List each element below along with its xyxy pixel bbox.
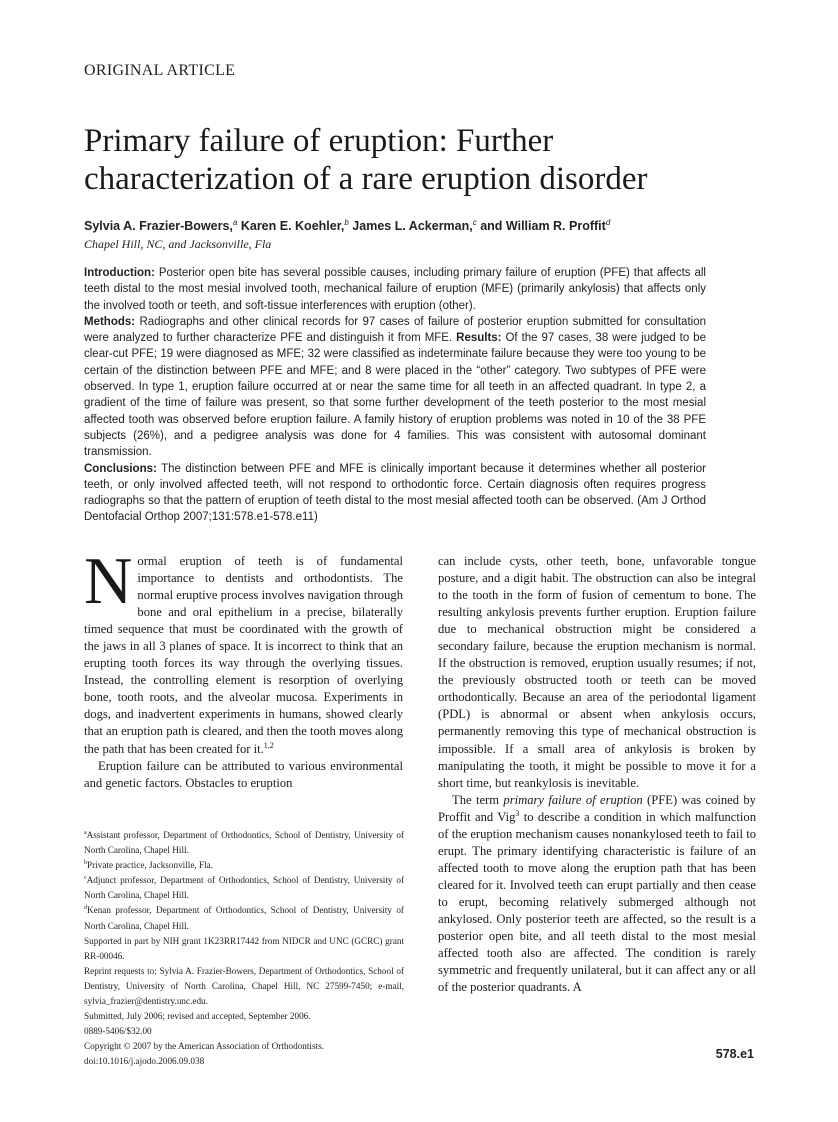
abstract-results-text: Of the 97 cases, 38 were judged to be clear-cut PFE; 19 were diagnosed as MFE; 32 were classified as indeterminate failure because they were too young to be certain of the distinction between PFE and MFE; and 8 were placed in the “other” category. Two subtypes of PFE were observed. In type 1, eruption failure occurred at or near the same time for all teeth in an affected quadrant. In type 2, a gradient of the time of failure was present, so that some further development of the teeth posterior to the most mesial affected tooth was observed before eruption failure. A family history of eruption problems was noted in 10 of the 38 PFE subjects (26%), and a pedigree analysis was done for 4 families. This was consistent with autosomal dominant transmission. <box>84 332 706 459</box>
paragraph-text: ormal eruption of teeth is of fundamental importance to dentists and orthodontists. The normal eruptive process involves navigation through bone and oral epithelium in a precise, bilaterally timed sequence that must be coordinated with the growth of the jaws in all 3 planes of space. It is incorrect to think that an erupting tooth forces its way through the overlying tissues. Instead, the controlling element is resorption of overlying bone, tooth roots, and the alveolar mucosa. Experiments in dogs, and inadvertent experiments in humans, showed clearly that an eruption path is cleared, and then the tooth moves along the path that has been created for it. <box>84 554 403 756</box>
author-name: and William R. Proffit <box>480 219 606 234</box>
author-mark: c <box>472 218 477 227</box>
body-column-right <box>438 553 756 996</box>
author-name: Sylvia A. Frazier-Bowers, <box>84 219 233 234</box>
author-mark: a <box>232 218 238 227</box>
reference-link[interactable]: 3 <box>515 808 520 818</box>
body-paragraph <box>84 544 403 758</box>
author-mark: d <box>605 218 611 227</box>
footnote-reprints: Reprint requests to: Sylvia A. Frazier-Bowers, Department of Orthodontics, School of Dentistry, University of North Carolina, Chapel Hill, NC 27599-7450; e-mail, sylvia_frazier@dentistry.unc.edu. <box>84 965 404 1007</box>
abstract <box>84 265 706 526</box>
abstract-intro-text: Posterior open bite has several possible causes, including primary failure of eruption (PFE) that affects all teeth distal to the most mesial involved tooth, mechanical failure of eruption (MFE) (primarily ankylosis) that affects only the involved tooth or teeth, and soft-tissue interferences with eruption (other). <box>84 267 706 312</box>
author-name: James L. Ackerman, <box>352 219 473 234</box>
reference-link[interactable]: 1,2 <box>263 740 274 750</box>
footnotes <box>84 828 404 1070</box>
footnote-affiliation-b: $^b$Private practice, Jacksonville, Fla. <box>84 860 214 871</box>
body-column-left <box>84 544 403 792</box>
footnote-issn: 0889-5406/$32.00 <box>84 1026 152 1037</box>
footnote-affiliation-c: $^c$Adjunct professor, Department of Orthodontics, School of Dentistry, University of North Carolina, Chapel Hill. <box>84 875 404 901</box>
footnote-copyright: Copyright © 2007 by the American Association of Orthodontists. <box>84 1041 324 1052</box>
abstract-methods-label: Methods: <box>84 315 136 328</box>
author-affiliation: Chapel Hill, NC, and Jacksonville, Fla <box>84 237 272 251</box>
page-number: 578.e1 <box>715 1047 754 1061</box>
defined-term: primary failure of eruption <box>503 792 643 807</box>
abstract-conclusions-text: The distinction between PFE and MFE is clinically important because it determines whether all posterior teeth, or only involved affected teeth, will not respond to orthodontic force. Certain diagnosis often requires progress radiographs so that the pattern of eruption of teeth distal to the most mesial affected tooth can be observed. (Am J Orthod Dentofacial Orthop 2007;131:578.e1-578.e11) <box>84 462 706 524</box>
drop-cap: N <box>84 544 133 618</box>
footnote-affiliation-d: $^d$Kenan professor, Department of Orthodontics, School of Dentistry, University of North Carolina, Chapel Hill. <box>84 905 404 931</box>
author-mark: b <box>344 218 349 227</box>
abstract-conclusions-label: Conclusions: <box>84 462 157 475</box>
author-name: Karen E. Koehler, <box>240 219 345 234</box>
footnote-submitted: Submitted, July 2006; revised and accepted, September 2006. <box>84 1011 311 1022</box>
abstract-results-label: Results: <box>456 332 502 345</box>
body-paragraph: can include cysts, other teeth, bone, unfavorable tongue posture, and a digit habit. The obstruction can also be integral to the tooth in the form of fusion of cementum to bone. The resulting ankylosis prevents further eruption. Eruption failure due to mechanical obstruction might be considered a secondary failure, because the eruption mechanism is normal. If the obstruction is removed, eruption usually resumes; if not, the previously obstructed tooth or teeth can be moved orthodontically. Because an area of the periodontal ligament (PDL) is abnormal or absent when ankylosis occurs, permanently removing this type of mechanical obstruction is impossible. If a small area of ankylosis is broken by manipulating the tooth, it might be possible to move it for a short time, but reankylosis is inevitable. <box>438 554 756 790</box>
footnote-doi[interactable]: doi:10.1016/j.ajodo.2006.09.038 <box>84 1056 205 1067</box>
footnote-affiliation-a: $^a$Assistant professor, Department of Orthodontics, School of Dentistry, University of North Carolina, Chapel Hill. <box>84 829 404 856</box>
footnote-support: Supported in part by NIH grant 1K23RR17442 from NIDCR and UNC (GCRC) grant RR-00046. <box>84 935 404 961</box>
body-paragraph: The term primary failure of eruption (PFE) was coined by Proffit and Vig$^3$ to describe a condition in which malfunction of the eruption mechanism causes nonankylosed teeth to fail to erupt. The primary identifying characteristic is failure of an affected tooth to move along the eruption path that has been cleared for it. Involved teeth can erupt partially and then cease to erupt, becoming relatively submerged although not ankylosed. Only posterior teeth are affected, so the result is a posterior open bite, and all teeth distal to the most mesial affected tooth also are affected. The condition is rarely symmetric and frequently unilateral, but it can affect any or all of the posterior quadrants. A <box>438 792 756 995</box>
author-list <box>84 218 784 233</box>
body-paragraph: Eruption failure can be attributed to various environmental and genetic factors. Obstacles to eruption <box>84 758 403 790</box>
section-label: ORIGINAL ARTICLE <box>84 62 236 79</box>
abstract-methods-text: Radiographs and other clinical records for 97 cases of failure of posterior eruption submitted for consultation were analyzed to further characterize PFE and distinguish it from MFE. <box>84 315 706 345</box>
abstract-intro-label: Introduction: <box>84 267 155 279</box>
article-title: Primary failure of eruption: Further characterization of a rare eruption disorder <box>84 123 648 197</box>
